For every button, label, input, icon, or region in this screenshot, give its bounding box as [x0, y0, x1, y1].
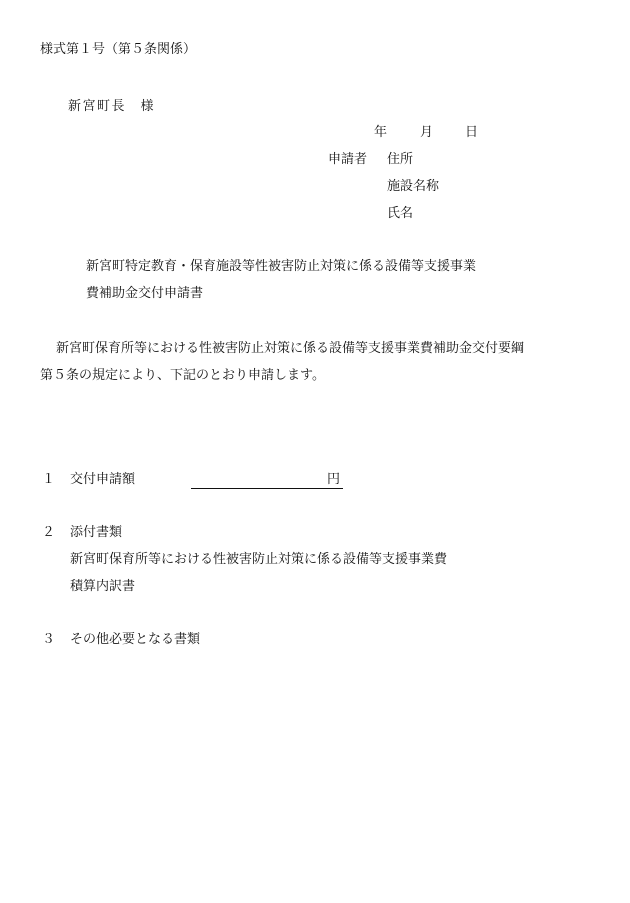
- applicant-name-label: 氏名: [387, 206, 414, 221]
- item-3-label: その他必要となる書類: [70, 632, 201, 647]
- document-title-line1: 新宮町特定教育・保育施設等性被害防止対策に係る設備等支援事業: [86, 259, 477, 274]
- body-text-line2: 第５条の規定により、下記のとおり申請します。: [40, 368, 325, 383]
- item-2-detail-line1: 新宮町保育所等における性被害防止対策に係る設備等支援事業費: [70, 552, 448, 567]
- document-title-line2: 費補助金交付申請書: [86, 286, 204, 301]
- form-number: 様式第１号（第５条関係）: [40, 42, 197, 57]
- item-2-detail-line2: 積算内訳書: [70, 579, 136, 594]
- item-2-label: 添付書類: [70, 525, 123, 540]
- date-day: 日: [465, 125, 479, 140]
- amount-blank-line: [191, 488, 343, 489]
- item-3-number: ３: [42, 632, 56, 647]
- applicant-address-label: 住所: [387, 152, 414, 167]
- item-1-number: １: [42, 472, 56, 487]
- date-month: 月: [420, 125, 434, 140]
- body-text-line1: 新宮町保育所等における性被害防止対策に係る設備等支援事業費補助金交付要綱: [56, 341, 525, 356]
- applicant-label: 申請者: [328, 152, 368, 167]
- addressee: 新宮町長 様: [68, 99, 156, 114]
- date-year: 年: [374, 125, 388, 140]
- item-1-unit: 円: [327, 472, 341, 487]
- applicant-facility-name-label: 施設名称: [387, 179, 440, 194]
- item-2-number: ２: [42, 525, 56, 540]
- item-1-label: 交付申請額: [70, 472, 136, 487]
